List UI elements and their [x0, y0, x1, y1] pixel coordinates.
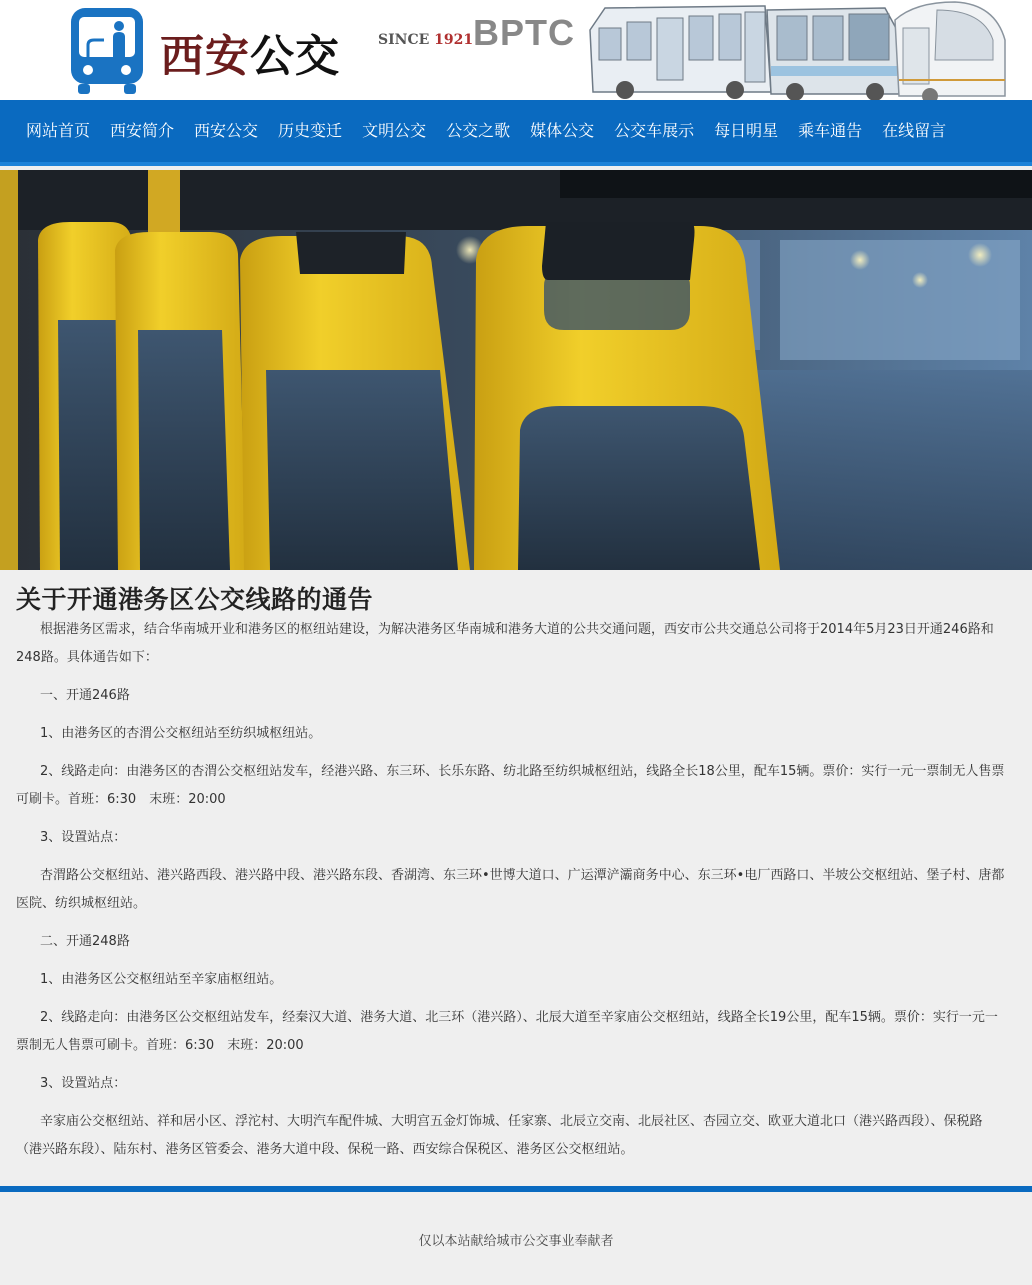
- main-navigation: [0, 100, 1032, 166]
- bus-seats-image: [0, 170, 1032, 570]
- article-paragraph-section-248: 二、开通248路: [40, 934, 130, 949]
- nav-item-notices[interactable]: 乘车通告: [798, 121, 863, 140]
- nav-item-bus-showcase[interactable]: 公交车展示: [614, 121, 695, 140]
- article: [16, 572, 1006, 1174]
- bus-illustration-2: [767, 8, 899, 100]
- nav-item-guestbook[interactable]: 在线留言: [882, 121, 947, 140]
- article-paragraph-248-route: 2、线路走向：由港务区公交枢纽站发车，经秦汉大道、港务大道、北三环（港兴路）、北辰大道至辛家庙公交枢纽站，线路全长19公里，配车15辆。票价：实行一元一票制无人售票可刷卡。首班：6:30 末班：20:00: [16, 1010, 998, 1053]
- nav-item-xian-intro[interactable]: 西安简介: [110, 121, 175, 140]
- article-paragraph-246-stops-heading: 3、设置站点：: [40, 830, 127, 845]
- nav-item-civilized-bus[interactable]: 文明公交: [362, 121, 427, 140]
- brand-abbreviation: BPTC: [473, 12, 575, 53]
- article-title: 关于开通港务区公交线路的通告: [16, 585, 374, 614]
- hero-banner-bus-seats: [0, 170, 1032, 570]
- since-year: 1921: [434, 32, 474, 48]
- article-paragraph-248-stops: 辛家庙公交枢纽站、祥和居小区、浮沱村、大明汽车配件城、大明宫五金灯饰城、任家寨、北辰立交南、北辰社区、杏园立交、欧亚大道北口（港兴路西段）、保税路（港兴路东段）、陆东村、港务区管委会、港务大道中段、保税一路、西安综合保税区、港务区公交枢纽站。: [16, 1114, 983, 1157]
- nav-item-home[interactable]: 网站首页: [26, 121, 91, 140]
- bus-illustration-1: [590, 6, 771, 99]
- article-paragraph-248-stops-heading: 3、设置站点：: [40, 1076, 127, 1091]
- article-body: [16, 616, 1006, 1164]
- bus-logo-icon[interactable]: [68, 5, 146, 95]
- site-footer: [0, 1192, 1032, 1285]
- since-label: [378, 32, 473, 48]
- tram-illustration-3: [895, 2, 1005, 100]
- article-paragraph-section-246: 一、开通246路: [40, 688, 130, 703]
- nav-item-media[interactable]: 媒体公交: [530, 121, 595, 140]
- article-paragraph-intro: 根据港务区需求，结合华南城开业和港务区的枢纽站建设，为解决港务区华南城和港务大道的公共交通问题，西安市公共交通总公司将于2014年5月23日开通246路和248路。具体通告如下：: [16, 622, 994, 665]
- nav-item-bus-song[interactable]: 公交之歌: [446, 121, 511, 140]
- nav-item-xian-bus[interactable]: 西安公交: [194, 121, 259, 140]
- nav-list: [16, 100, 956, 162]
- article-paragraph-246-route: 2、线路走向：由港务区的杏渭公交枢纽站发车，经港兴路、东三环、长乐东路、纺北路至纺织城枢纽站，线路全长18公里，配车15辆。票价：实行一元一票制无人售票可刷卡。首班：6:30 末班：20:00: [16, 764, 1005, 807]
- logo-text-xian: 西安: [160, 31, 250, 82]
- logo-text-gongjiao: 公交: [250, 31, 340, 82]
- footer-dedication-text: 仅以本站献给城市公交事业奉献者: [418, 1234, 614, 1249]
- nav-item-daily-star[interactable]: 每日明星: [714, 121, 779, 140]
- article-paragraph-248-endpoints: 1、由港务区公交枢纽站至辛家庙枢纽站。: [40, 972, 283, 987]
- since-word: SINCE: [378, 32, 430, 48]
- site-logo-text[interactable]: [160, 28, 340, 86]
- site-header: [0, 0, 1032, 100]
- article-paragraph-246-endpoints: 1、由港务区的杏渭公交枢纽站至纺织城枢纽站。: [40, 726, 322, 741]
- article-paragraph-246-stops: 杏渭路公交枢纽站、港兴路西段、港兴路中段、港兴路东段、香湖湾、东三环•世博大道口、广运潭浐灞商务中心、东三环•电厂西路口、半坡公交枢纽站、堡子村、唐都医院、纺织城枢纽站。: [16, 868, 1005, 911]
- bus-fleet-illustration: [585, 0, 1010, 100]
- nav-item-history[interactable]: 历史变迁: [278, 121, 343, 140]
